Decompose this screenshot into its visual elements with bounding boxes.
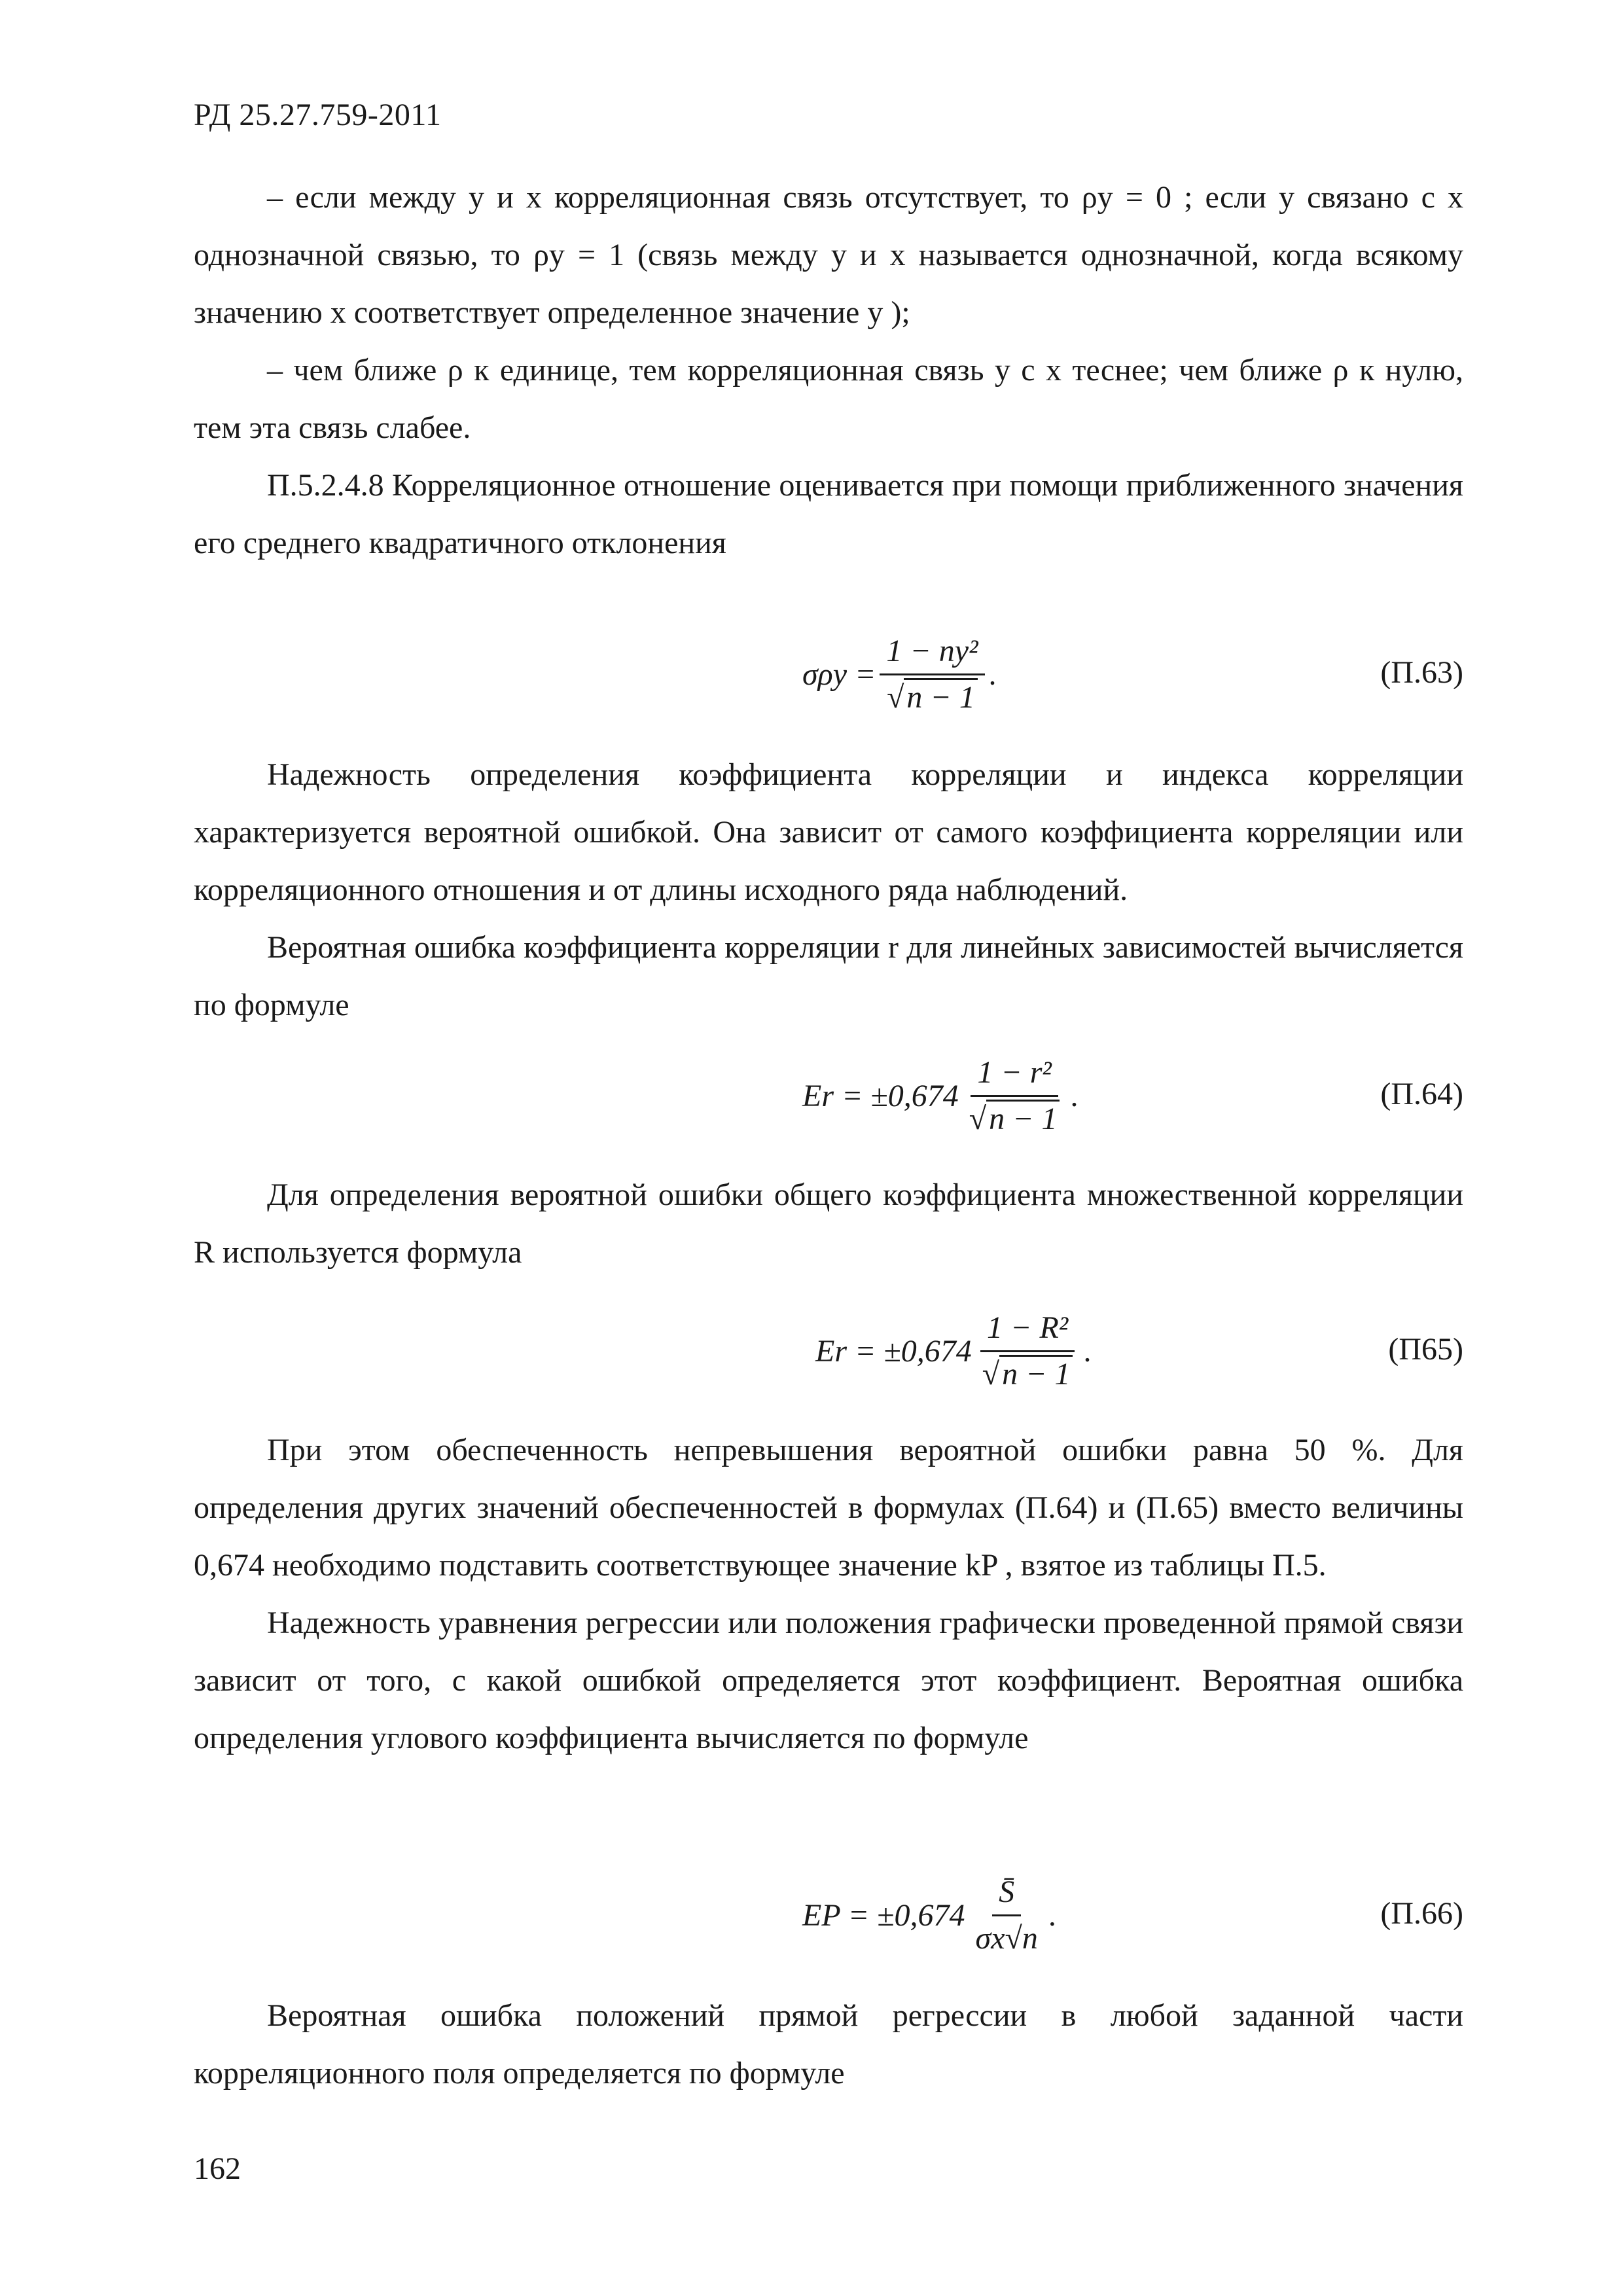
formula-p65-tail: . xyxy=(1083,1333,1092,1369)
text-section-4 xyxy=(194,1422,1463,1767)
formula-p65-numerator: 1 − R² xyxy=(980,1310,1075,1352)
paragraph-exceedance: При этом обеспеченность непревышения вероятной ошибки равна 50 %. Для определения других значений обеспеченностей в формулах (П.64) и (П.65) вместо величины 0,674 необходимо подставить соответствующее значение kP , взятое из таблицы П.5. xyxy=(194,1433,1463,1583)
paragraph-regression-reliability: Надежность уравнения регрессии или положения графически проведенной прямой связи зависит от того, с какой ошибкой определяется этот коэффициент. Вероятная ошибка определения углового коэффициента вычисляется по формуле xyxy=(194,1605,1463,1755)
formula-p66-numerator: S̄ xyxy=(992,1874,1021,1916)
paragraph-regression-position-error: Вероятная ошибка положений прямой регрессии в любой заданной части корреляционного поля определяется по формуле xyxy=(194,1998,1463,2090)
formula-p64-fraction xyxy=(963,1054,1067,1138)
formula-p63-tail: . xyxy=(988,656,997,692)
formula-p66-fraction xyxy=(969,1874,1044,1957)
formula-p65-fraction xyxy=(976,1310,1080,1393)
formula-p66-lhs: EP = ±0,674 xyxy=(802,1897,965,1933)
formula-p65-lhs: Er = ±0,674 xyxy=(815,1333,972,1369)
equation-label-p65: (П65) xyxy=(1388,1332,1463,1367)
formula-p64-denominator: √n − 1 xyxy=(963,1097,1067,1138)
equation-label-p66: (П.66) xyxy=(1380,1896,1463,1931)
paragraph-closer-to-one: – чем ближе ρ к единице, тем корреляционная связь y с x теснее; чем ближе ρ к нулю, тем эта связь слабее. xyxy=(194,353,1464,445)
paragraph-probable-error-r: Вероятная ошибка коэффициента корреляции r для линейных зависимостей вычисляется по формуле xyxy=(194,930,1463,1022)
page-number: 162 xyxy=(194,2151,241,2186)
paragraph-correlation-absent: – если между y и x корреляционная связь отсутствует, то ρy = 0 ; если y связано с x однозначной связью, то ρy = 1 (связь между y и x называется однозначной, когда всякому значению x соответствует определенное значение y ); xyxy=(194,180,1464,330)
formula-p64 xyxy=(802,1030,1078,1161)
formula-p64-numerator: 1 − r² xyxy=(971,1054,1058,1097)
equation-label-p63: (П.63) xyxy=(1380,655,1463,690)
text-section-2 xyxy=(194,746,1463,1034)
text-section-5 xyxy=(194,1987,1463,2102)
formula-p63-lhs: σρy = xyxy=(802,656,876,692)
text-section-3 xyxy=(194,1166,1463,1282)
formula-p66 xyxy=(802,1850,1056,1981)
text-section-1 xyxy=(194,169,1463,572)
formula-p64-tail: . xyxy=(1070,1078,1079,1113)
paragraph-section-5-2-4-8: П.5.2.4.8 Корреляционное отношение оценивается при помощи приближенного значения его среднего квадратичного отклонения xyxy=(194,468,1463,560)
paragraph-multiple-correlation: Для определения вероятной ошибки общего коэффициента множественной корреляции R используется формула xyxy=(194,1177,1463,1270)
formula-p64-lhs: Er = ±0,674 xyxy=(802,1078,959,1113)
formula-p66-denominator: σx√n xyxy=(975,1920,1038,1956)
formula-p63-fraction xyxy=(880,633,984,716)
formula-p65 xyxy=(815,1285,1091,1416)
formula-p63-denominator: √n − 1 xyxy=(880,675,984,716)
formula-p65-denominator: √n − 1 xyxy=(976,1352,1080,1393)
equation-label-p64: (П.64) xyxy=(1380,1077,1463,1111)
formula-p66-tail: . xyxy=(1048,1897,1056,1933)
formula-p63 xyxy=(802,609,997,740)
document-code-header: РД 25.27.759-2011 xyxy=(194,98,442,132)
paragraph-reliability: Надежность определения коэффициента корреляции и индекса корреляции характеризуется вероятной ошибкой. Она зависит от самого коэффициента корреляции или корреляционного отношения и от длины исходного ряда наблюдений. xyxy=(194,757,1463,907)
formula-p63-numerator: 1 − ny² xyxy=(880,633,984,675)
